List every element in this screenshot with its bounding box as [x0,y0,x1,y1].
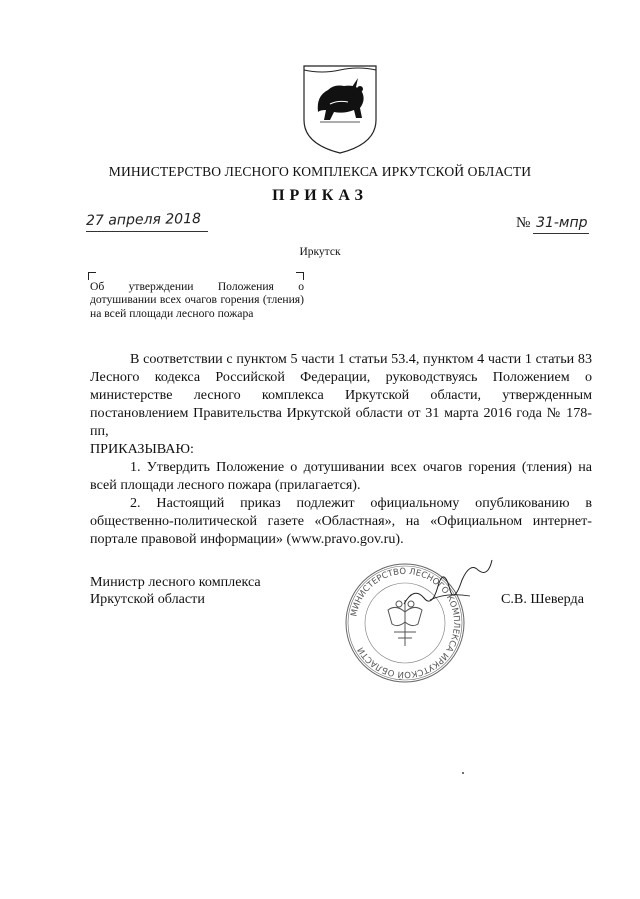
date-underline [86,231,208,232]
document-type-title: ПРИКАЗ [272,187,368,204]
coat-of-arms-emblem [300,60,380,156]
order-item-1: 1. Утвердить Положение о дотушивании всех очагов горения (тления) на всей площади лесного пожара (прилагается). [90,459,592,493]
document-number [516,215,588,232]
number-underline [533,233,589,234]
order-subject: Об утверждении Положения о дотушивании всех очагов горения (тления) на всей площади лесного пожара [90,280,304,320]
city-name: Иркутск [299,246,341,258]
document-date-handwritten: 27 апреля 2018 [85,210,202,230]
signer-position [90,574,261,608]
subject-corner-mark-right [296,272,304,280]
signer-position-line-1: Министр лесного комплекса [90,574,261,590]
signer-name: С.В. Шеверда [501,591,584,607]
subject-corner-mark-left [88,272,96,280]
page-speck [462,772,464,774]
handwritten-signature [400,556,496,616]
order-item-2: 2. Настоящий приказ подлежит официальному опубликованию в общественно-политической газете «Областная», на «Официальном интернет-портале правовой информации» (www.pravo.gov.ru). [90,495,592,547]
preamble-paragraph: В соответствии с пунктом 5 части 1 статьи 53.4, пунктом 4 части 1 статьи 83 Лесного кодекса Российской Федерации, руководствуясь Положением о министерстве лесного комплекса Иркутской области, утвержденным постановлением Правительства Иркутской области от 31 марта 2016 года № 178-пп, [90,351,592,439]
document-number-handwritten: 31-мпр [536,215,588,231]
number-sign: № [516,215,531,231]
order-body [90,350,592,548]
order-word: ПРИКАЗЫВАЮ: [90,441,194,457]
ministry-name: МИНИСТЕРСТВО ЛЕСНОГО КОМПЛЕКСА ИРКУТСКОЙ ОБЛАСТИ [108,164,532,179]
signer-position-line-2: Иркутской области [90,591,205,607]
seal-ring-textpath: МИНИСТЕРСТВО ЛЕСНОГО КОМПЛЕКСА ИРКУТСКОЙ ОБЛАСТИ [349,566,462,680]
